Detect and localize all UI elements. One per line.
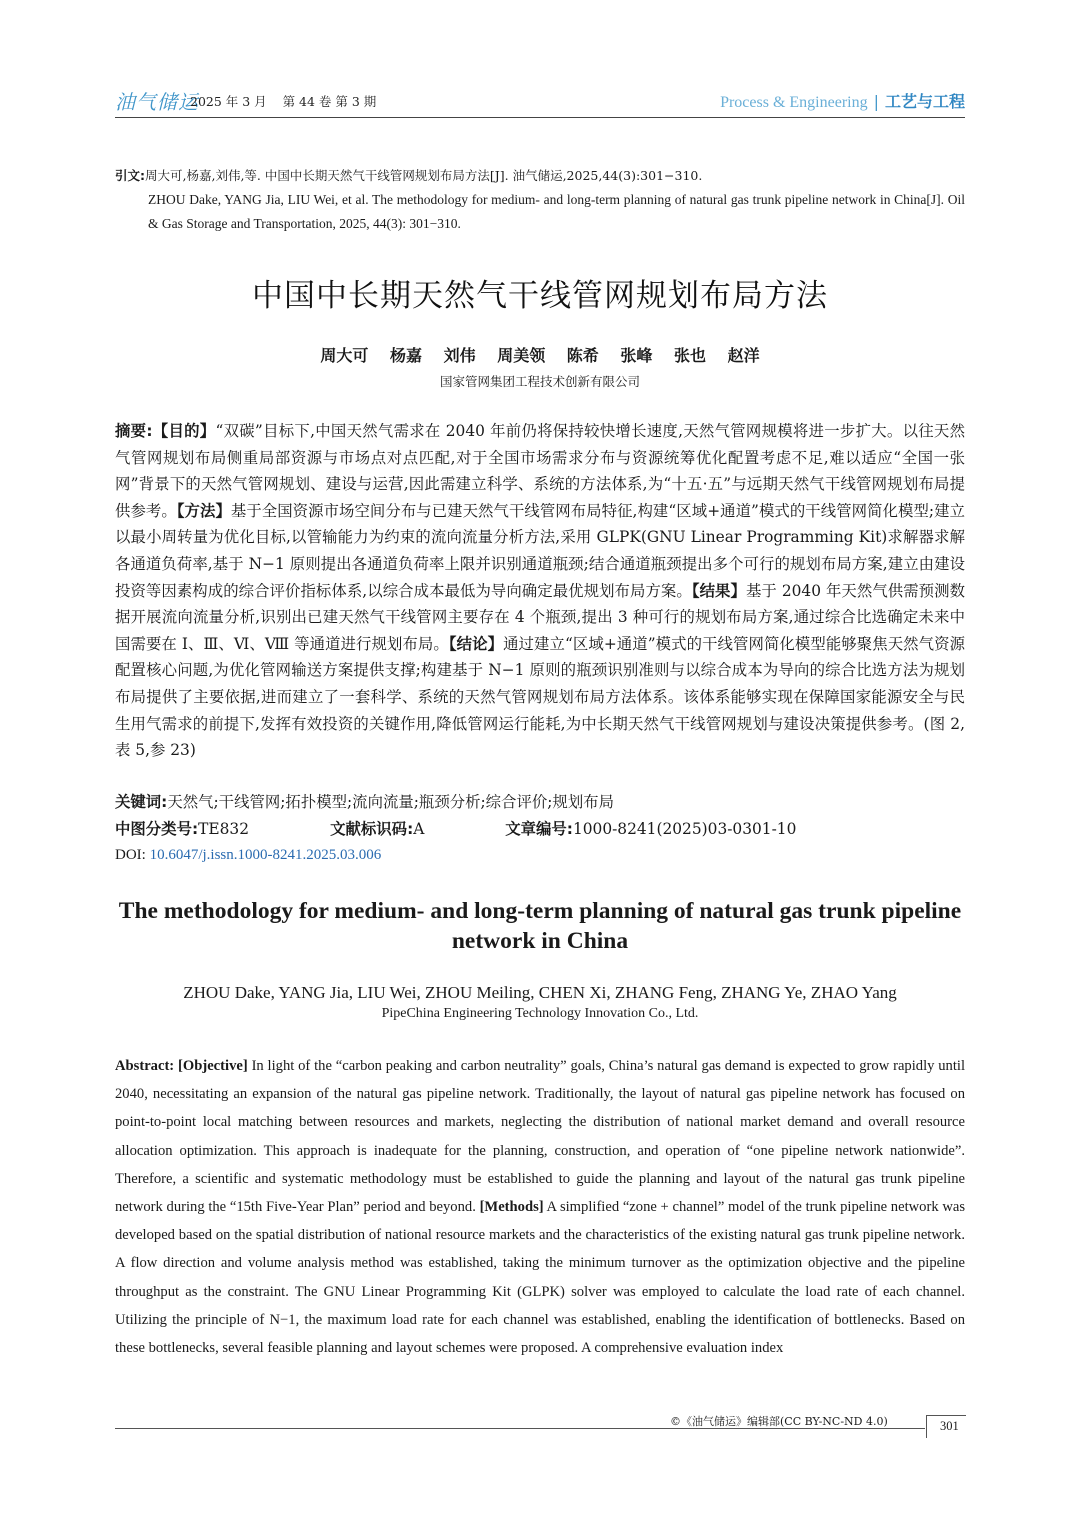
classification-line bbox=[115, 816, 965, 843]
section-header bbox=[720, 89, 965, 112]
citation-label: 引文: bbox=[115, 168, 145, 183]
author-cn: 张也 bbox=[673, 346, 706, 365]
citation-cn: 周大可,杨嘉,刘伟,等. 中国中长期天然气干线管网规划布局方法[J]. 油气储运,2025,44(3):301−310. bbox=[145, 168, 703, 183]
abstract-cn-label: 摘要: bbox=[115, 422, 153, 440]
citation-block bbox=[115, 164, 965, 236]
author-list-en: ZHOU Dake, YANG Jia, LIU Wei, ZHOU Meiling, CHEN Xi, ZHANG Feng, ZHANG Ye, ZHAO Yang bbox=[183, 983, 897, 1002]
doi-line bbox=[115, 847, 381, 864]
header-rule bbox=[115, 117, 965, 118]
article-no-value: 1000-8241(2025)03-0301-10 bbox=[572, 820, 797, 838]
doi-link[interactable]: 10.6047/j.issn.1000-8241.2025.03.006 bbox=[149, 847, 382, 863]
author-cn: 张峰 bbox=[620, 346, 653, 365]
abstract-cn bbox=[115, 418, 965, 764]
article-no-label: 文章编号: bbox=[505, 820, 573, 838]
doi-label: DOI: bbox=[115, 847, 146, 863]
conclusion-text-cn: 通过建立“区域+通道”模式的干线管网简化模型能够聚焦天然气资源配置核心问题,为优化管网输送方案提供支撑;构建基于 N−1 原则的瓶颈识别准则与以综合成本为导向的综合比选方法为规划布局提供了主要依据,进而建立了一套科学、系统的天然气管网规划布局方法体系。该体系能够实现在保障国家能源安全与民生用气需求的前提下,发挥有效投资的关键作用,降低管网运行能耗,为中长期天然气干线管网规划与建设决策提供参考。(图 2,表 5,参 23) bbox=[115, 634, 965, 760]
conclusion-label-cn: 【结论】 bbox=[448, 634, 504, 653]
methods-text-en: A simplified “zone + channel” model of the trunk pipeline network was developed based on the spatial distribution of national resource markets and the characteristics of the existing natural gas trunk pipeline network. A flow direction and volume analysis method was established, taking the minimum turnover as the optimization objective and the pipeline throughput as the constraint. The GNU Linear Programming Kit (GLPK) solver was employed to calculate the load rate of each channel. Utilizing the principle of N−1, the maximum load rate for each channel was established, enabling the identification of bottlenecks. Based on these bottlenecks, several feasible planning and layout schemes were proposed. A comprehensive evaluation index bbox=[115, 1199, 966, 1357]
affiliation-en: PipeChina Engineering Technology Innovation Co., Ltd. bbox=[381, 1006, 699, 1021]
author-cn: 赵洋 bbox=[727, 346, 760, 365]
author-list-cn bbox=[0, 343, 1080, 366]
clc-value: TE832 bbox=[198, 820, 249, 838]
methods-text-cn: 基于全国资源市场空间分布与已建天然气干线管网布局特征,构建“区域+通道”模式的干线管网简化模型;建立以最小周转量为优化目标,以管输能力为约束的流向流量分析方法,采用 GLPK(GNU Linear Programming Kit)求解器求解各通道负荷率,基于 N−1 原则提出各通道负荷率上限并识别通道瓶颈;结合通道瓶颈提出多个可行的规划布局方案,建立由建设投资等因素构成的综合评价指标体系,以综合成本最低为导向确定最优规划布局方案。 bbox=[115, 501, 965, 600]
objective-text-cn: “双碳”目标下,中国天然气需求在 2040 年前仍将保持较快增长速度,天然气管网规模将进一步扩大。以往天然气管网规划布局侧重局部资源与市场点对点匹配,对于全国市场需求分布与资源统筹优化配置考虑不足,难以适应“全国一张网”背景下的天然气管网规划、建设与运营,因此需建立科学、系统的方法体系,为“十五·五”与远期天然气干线管网规划布局提供参考。 bbox=[115, 422, 965, 520]
author-cn: 陈希 bbox=[566, 346, 599, 365]
journal-logo: 油气储运 bbox=[115, 90, 199, 114]
section-en: Process & Engineering bbox=[720, 94, 868, 111]
keywords-text: 天然气;干线管网;拓扑模型;流向流量;瓶颈分析;综合评价;规划布局 bbox=[167, 793, 614, 811]
section-cn: 工艺与工程 bbox=[884, 92, 965, 111]
abstract-en-label: Abstract: bbox=[115, 1058, 175, 1074]
author-cn: 周美领 bbox=[497, 346, 546, 365]
clc-label: 中图分类号: bbox=[115, 820, 199, 838]
section-divider: | bbox=[873, 92, 879, 111]
results-text-cn: 基于 2040 年天然气供需预测数据开展流向流量分析,识别出已建天然气干线管网主要存在 4 个瓶颈,提出 3 种可行的规划布局方案,通过综合比选确定未来中国需要在 Ⅰ、Ⅲ、Ⅵ、Ⅷ 等通道进行规划布局。 bbox=[115, 581, 965, 653]
metadata-block bbox=[115, 789, 965, 843]
author-cn: 杨嘉 bbox=[390, 346, 423, 365]
issue-info: 2025 年 3 月 第 44 卷 第 3 期 bbox=[190, 94, 377, 109]
objective-text-en: In light of the “carbon peaking and carbon neutrality” goals, China’s natural gas demand is expected to grow rapidly until 2040, necessitating an expansion of the natural gas pipeline network. Traditionally, the layout of natural gas pipeline network has focused on point-to-point local matching between resources and markets, neglecting the distribution of national market demand and overall resource allocation optimization. This approach is inadequate for the planning, construction, and operation of “one pipeline network nationwide”. Therefore, a scientific and systematic methodology must be established to guide the planning and layout of the natural gas trunk pipeline network during the “15th Five-Year Plan” period and beyond. bbox=[115, 1058, 966, 1216]
abstract-en bbox=[115, 1052, 965, 1362]
keywords-line bbox=[115, 789, 965, 816]
results-label-cn: 【结果】 bbox=[691, 581, 746, 600]
objective-label-en: [Objective] bbox=[178, 1058, 248, 1074]
page-number: 301 bbox=[940, 1419, 959, 1433]
keywords-label: 关键词: bbox=[115, 793, 168, 811]
title-en: The methodology for medium- and long-term planning of natural gas trunk pipeline network in China bbox=[118, 898, 962, 954]
methods-label-en: [Methods] bbox=[479, 1199, 544, 1216]
objective-label-cn: 【目的】 bbox=[152, 422, 216, 440]
doc-code-value: A bbox=[413, 820, 425, 838]
citation-en: ZHOU Dake, YANG Jia, LIU Wei, et al. The methodology for medium- and long-term planning of natural gas trunk pipeline network in China[J]. Oil & Gas Storage and Transportation, 2025, 44(3): 301−310. bbox=[148, 192, 965, 231]
author-cn: 周大可 bbox=[320, 346, 369, 365]
page-title: 中国中长期天然气干线管网规划布局方法 bbox=[252, 278, 828, 314]
affiliation-cn: 国家管网集团工程技术创新有限公司 bbox=[439, 374, 640, 389]
doc-code-label: 文献标识码: bbox=[330, 820, 414, 838]
citation-cn-line bbox=[115, 164, 965, 188]
methods-label-cn: 【方法】 bbox=[176, 501, 231, 520]
footer-copyright: ©《油气储运》编辑部(CC BY-NC-ND 4.0) bbox=[670, 1415, 888, 1428]
author-cn: 刘伟 bbox=[443, 346, 476, 365]
